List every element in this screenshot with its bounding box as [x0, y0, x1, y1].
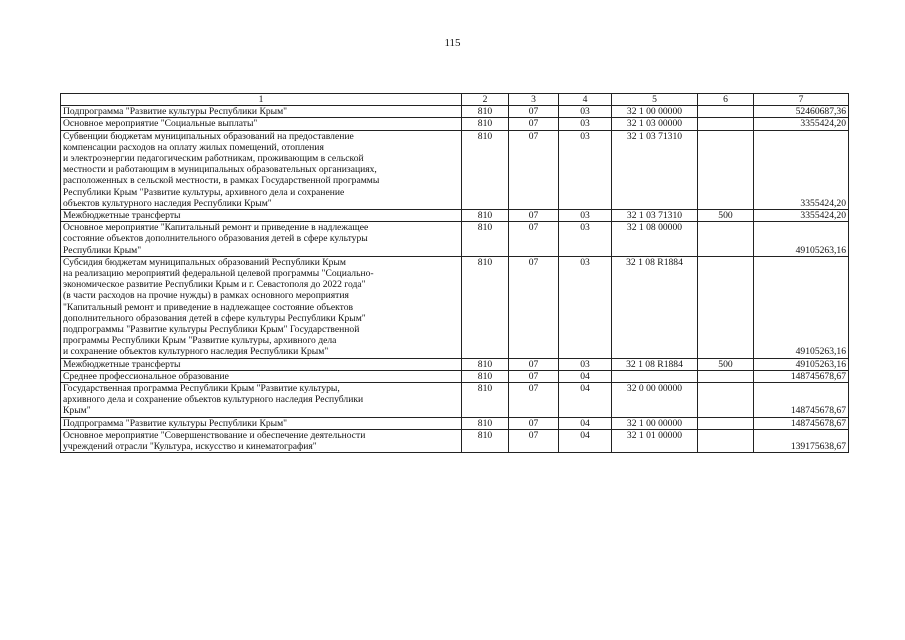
row-name-cell: Подпрограмма "Развитие культуры Республики Крым"	[61, 106, 462, 118]
row-section-cell: 07	[509, 358, 559, 370]
row-amount-cell: 139175638,67	[754, 429, 849, 452]
row-expense-type-cell	[698, 383, 754, 418]
table-row	[61, 383, 849, 418]
row-name-cell: Основное мероприятие "Капитальный ремонт и приведение в надлежащее состояние объектов дополнительного образования детей в сфере культуры Республики Крым"	[61, 222, 462, 257]
row-section-cell: 07	[509, 118, 559, 130]
row-section-cell: 07	[509, 130, 559, 209]
table-row	[61, 417, 849, 429]
row-name-cell: Субвенции бюджетам муниципальных образований на предоставление компенсации расходов на оплату жилых помещений, отопления и электроэнергии педагогическим работникам, проживающим в сельской местности и работающим в муниципальных образовательных организациях, расположенных в сельской местности, в рамках Государственной программы Республики Крым "Развитие культуры, архивного дела и сохранение объектов культурного наследия Республики Крым"	[61, 130, 462, 209]
row-subsection-cell: 04	[559, 429, 612, 452]
row-amount-cell: 49105263,16	[754, 256, 849, 358]
row-subsection-cell: 03	[559, 222, 612, 257]
row-name-cell: Субсидия бюджетам муниципальных образований Республики Крым на реализацию мероприятий федеральной целевой программы "Социально- экономическое развитие Республики Крым и г. Севастополя до 2022 года" (в части расходов на прочие нужды) в рамках основного мероприятия "Капитальный ремонт и приведение в надлежащее состояние объектов дополнительного образования детей в сфере культуры Республики Крым" подпрограммы "Развитие культуры Республики Крым" Государственной программы Республики Крым "Развитие культуры, архивного дела и сохранение объектов культурного наследия Республики Крым"	[61, 256, 462, 358]
row-amount-cell: 148745678,67	[754, 417, 849, 429]
row-section-cell: 07	[509, 383, 559, 418]
row-subsection-cell: 04	[559, 383, 612, 418]
row-amount-cell: 148745678,67	[754, 370, 849, 382]
row-amount-cell: 3355424,20	[754, 118, 849, 130]
row-name-cell: Среднее профессиональное образование	[61, 370, 462, 382]
row-amount-cell: 3355424,20	[754, 210, 849, 222]
row-admin-code-cell: 810	[462, 106, 509, 118]
row-target-code-cell: 32 1 03 71310	[612, 210, 698, 222]
budget-table	[60, 93, 849, 453]
row-name-cell: Межбюджетные трансферты	[61, 358, 462, 370]
row-expense-type-cell	[698, 370, 754, 382]
table-row	[61, 256, 849, 358]
row-admin-code-cell: 810	[462, 358, 509, 370]
row-amount-cell: 52460687,36	[754, 106, 849, 118]
table-body	[61, 106, 849, 453]
row-admin-code-cell: 810	[462, 210, 509, 222]
row-expense-type-cell	[698, 222, 754, 257]
row-admin-code-cell: 810	[462, 429, 509, 452]
row-target-code-cell: 32 1 08 R1884	[612, 358, 698, 370]
header-col-5: 5	[612, 94, 698, 106]
row-amount-cell: 3355424,20	[754, 130, 849, 209]
row-admin-code-cell: 810	[462, 256, 509, 358]
row-amount-cell: 49105263,16	[754, 358, 849, 370]
row-subsection-cell: 03	[559, 118, 612, 130]
row-section-cell: 07	[509, 370, 559, 382]
row-admin-code-cell: 810	[462, 370, 509, 382]
row-target-code-cell	[612, 370, 698, 382]
row-subsection-cell: 04	[559, 417, 612, 429]
row-section-cell: 07	[509, 106, 559, 118]
table-row	[61, 106, 849, 118]
row-name-cell: Основное мероприятие "Совершенствование и обеспечение деятельности учреждений отрасли "Культура, искусство и кинематография"	[61, 429, 462, 452]
row-expense-type-cell	[698, 256, 754, 358]
table-header	[61, 94, 849, 106]
row-name-cell: Государственная программа Республики Крым "Развитие культуры, архивного дела и сохранение объектов культурного наследия Республики Крым"	[61, 383, 462, 418]
table-row	[61, 130, 849, 209]
row-expense-type-cell	[698, 417, 754, 429]
row-subsection-cell: 03	[559, 256, 612, 358]
row-section-cell: 07	[509, 222, 559, 257]
row-target-code-cell: 32 1 03 00000	[612, 118, 698, 130]
row-section-cell: 07	[509, 256, 559, 358]
row-expense-type-cell	[698, 429, 754, 452]
table-row	[61, 358, 849, 370]
table-row	[61, 429, 849, 452]
row-admin-code-cell: 810	[462, 383, 509, 418]
row-admin-code-cell: 810	[462, 417, 509, 429]
table-row	[61, 210, 849, 222]
row-subsection-cell: 03	[559, 130, 612, 209]
table-row	[61, 222, 849, 257]
row-target-code-cell: 32 1 03 71310	[612, 130, 698, 209]
row-section-cell: 07	[509, 417, 559, 429]
row-expense-type-cell	[698, 106, 754, 118]
row-expense-type-cell	[698, 118, 754, 130]
row-target-code-cell: 32 0 00 00000	[612, 383, 698, 418]
header-col-1: 1	[61, 94, 462, 106]
header-col-3: 3	[509, 94, 559, 106]
header-row	[61, 94, 849, 106]
row-subsection-cell: 04	[559, 370, 612, 382]
row-expense-type-cell	[698, 130, 754, 209]
row-target-code-cell: 32 1 08 R1884	[612, 256, 698, 358]
row-target-code-cell: 32 1 01 00000	[612, 429, 698, 452]
row-name-cell: Межбюджетные трансферты	[61, 210, 462, 222]
row-amount-cell: 49105263,16	[754, 222, 849, 257]
row-name-cell: Основное мероприятие "Социальные выплаты"	[61, 118, 462, 130]
header-col-6: 6	[698, 94, 754, 106]
row-subsection-cell: 03	[559, 106, 612, 118]
table-row	[61, 118, 849, 130]
row-admin-code-cell: 810	[462, 130, 509, 209]
row-amount-cell: 148745678,67	[754, 383, 849, 418]
row-expense-type-cell: 500	[698, 358, 754, 370]
row-section-cell: 07	[509, 210, 559, 222]
row-section-cell: 07	[509, 429, 559, 452]
header-col-2: 2	[462, 94, 509, 106]
row-admin-code-cell: 810	[462, 118, 509, 130]
row-subsection-cell: 03	[559, 358, 612, 370]
row-expense-type-cell: 500	[698, 210, 754, 222]
page-number: 115	[444, 37, 461, 49]
header-col-4: 4	[559, 94, 612, 106]
row-target-code-cell: 32 1 00 00000	[612, 417, 698, 429]
row-target-code-cell: 32 1 00 00000	[612, 106, 698, 118]
row-admin-code-cell: 810	[462, 222, 509, 257]
table-row	[61, 370, 849, 382]
header-col-7: 7	[754, 94, 849, 106]
row-subsection-cell: 03	[559, 210, 612, 222]
row-target-code-cell: 32 1 08 00000	[612, 222, 698, 257]
row-name-cell: Подпрограмма "Развитие культуры Республики Крым"	[61, 417, 462, 429]
